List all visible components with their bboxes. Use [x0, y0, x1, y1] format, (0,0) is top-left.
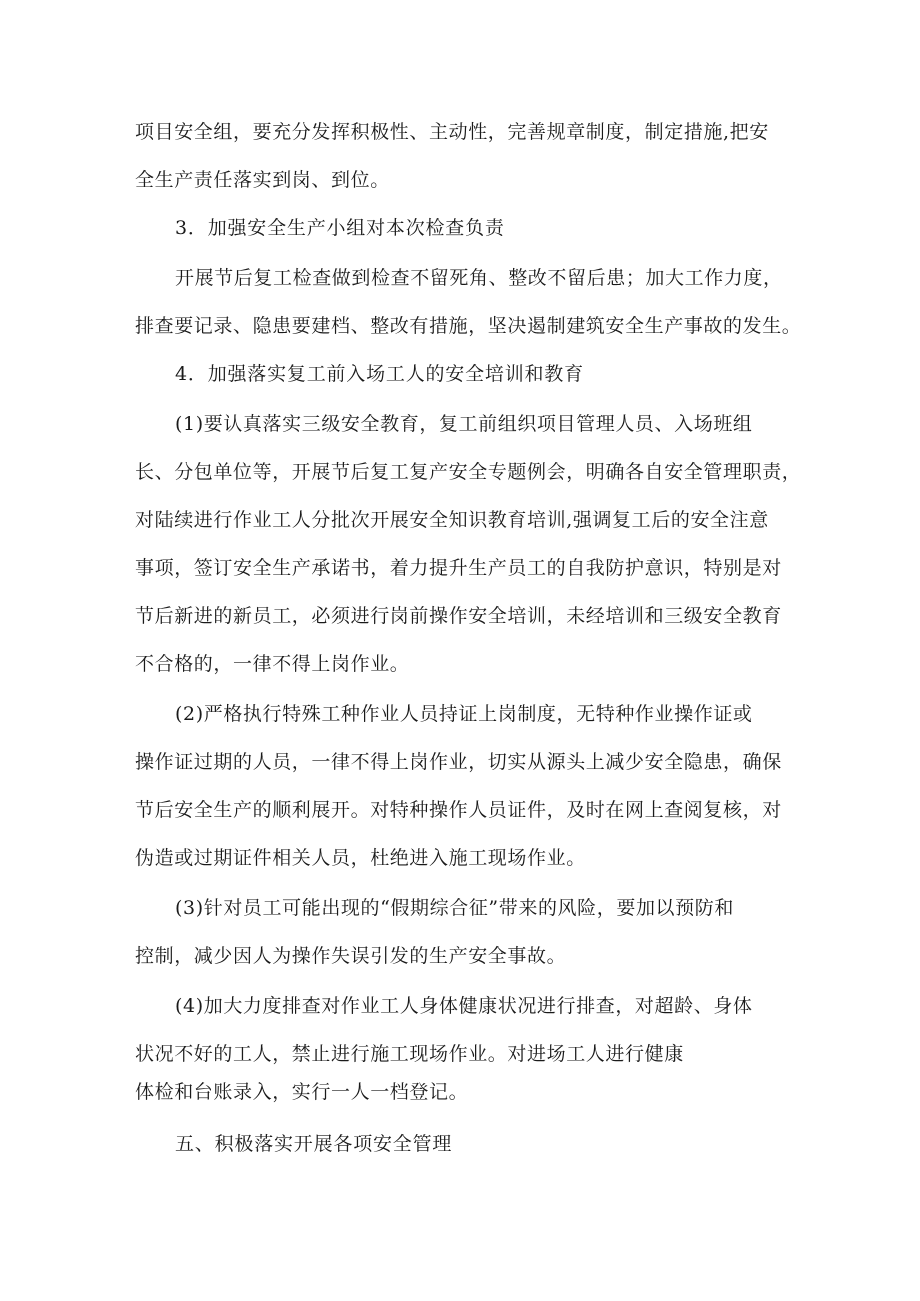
- section-heading-3: 3．加强安全生产小组对本次检查负责: [175, 217, 505, 239]
- list-item-4-line: 状况不好的工人，禁止进行施工现场作业。对进场工人进行健康: [135, 1043, 684, 1065]
- list-item-4-line: 体检和台账录入，实行一人一档登记。: [135, 1081, 469, 1103]
- list-item-1-line: (1)要认真落实三级安全教育，复工前组织项目管理人员、入场班组: [175, 413, 753, 435]
- list-item-2-line: 伪造或过期证件相关人员，杜绝进入施工现场作业。: [135, 847, 586, 869]
- list-item-2-line: (2)严格执行特殊工种作业人员持证上岗制度，无特种作业操作证或: [175, 703, 753, 725]
- paragraph-line: 项目安全组，要充分发挥积极性、主动性，完善规章制度，制定措施,把安: [135, 121, 769, 143]
- list-item-1-line: 长、分包单位等，开展节后复工复产安全专题例会，明确各自安全管理职责，: [135, 461, 802, 483]
- paragraph-line: 全生产责任落实到岗、到位。: [135, 169, 390, 191]
- list-item-2-line: 节后安全生产的顺利展开。对特种操作人员证件，及时在网上查阅复核，对: [135, 799, 782, 821]
- list-item-3-line: (3)针对员工可能出现的“假期综合征”带来的风险，要加以预防和: [175, 897, 734, 919]
- list-item-1-line: 对陆续进行作业工人分批次开展安全知识教育培训,强调复工后的安全注意: [135, 509, 769, 531]
- list-item-2-line: 操作证过期的人员，一律不得上岗作业，切实从源头上减少安全隐患，确保: [135, 751, 782, 773]
- section-heading-5: 五、积极落实开展各项安全管理: [175, 1133, 453, 1155]
- list-item-1-line: 事项，签订安全生产承诺书，着力提升生产员工的自我防护意识，特别是对: [135, 557, 782, 579]
- list-item-3-line: 控制，减少因人为操作失误引发的生产安全事故。: [135, 945, 567, 967]
- list-item-1-line: 节后新进的新员工，必须进行岗前操作安全培训，未经培训和三级安全教育: [135, 605, 782, 627]
- section-heading-4: 4．加强落实复工前入场工人的安全培训和教育: [175, 363, 584, 385]
- paragraph-line: 开展节后复工检查做到检查不留死角、整改不留后患；加大工作力度，: [175, 267, 783, 289]
- list-item-4-line: (4)加大力度排查对作业工人身体健康状况进行排查，对超龄、身体: [175, 995, 753, 1017]
- paragraph-line: 排查要记录、隐患要建档、整改有措施，坚决遏制建筑安全生产事故的发生。: [135, 315, 802, 337]
- list-item-1-line: 不合格的，一律不得上岗作业。: [135, 653, 410, 675]
